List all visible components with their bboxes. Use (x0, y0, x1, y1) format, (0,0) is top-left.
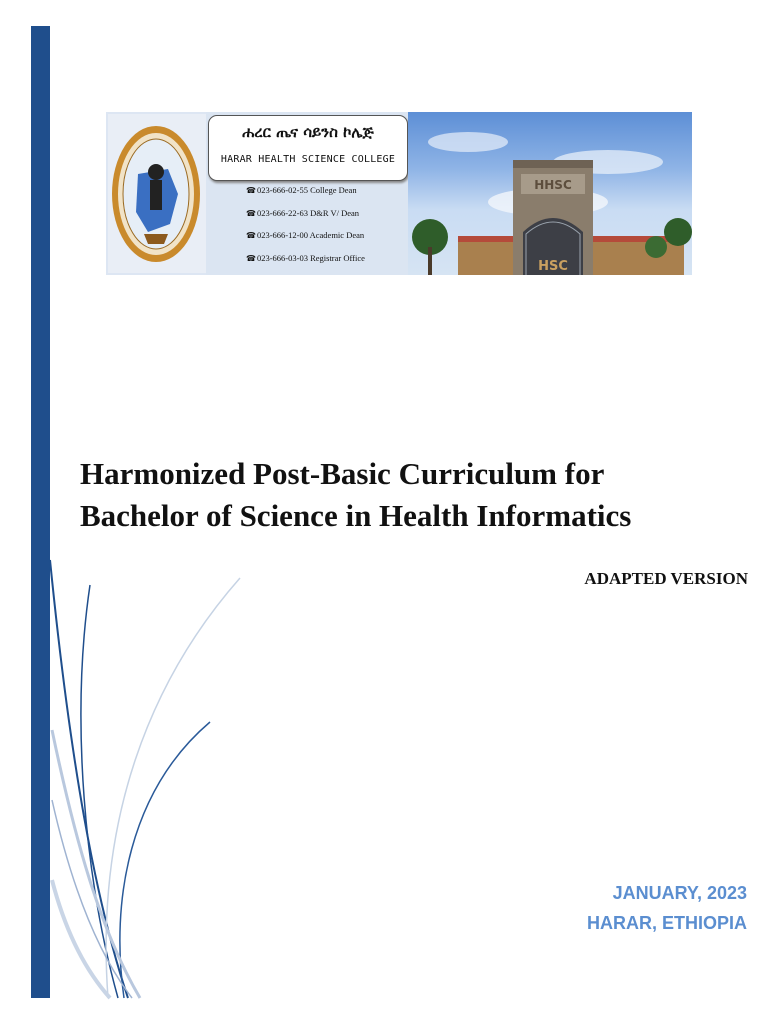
phone-icon: ☎ (246, 253, 256, 263)
left-accent-bar (31, 26, 50, 998)
college-seal-logo (108, 114, 208, 273)
publication-place: HARAR, ETHIOPIA (586, 913, 747, 933)
college-gate-photo (408, 112, 692, 275)
phone-icon: ☎ (246, 186, 256, 195)
contact-item: ☎023-666-12-00 Academic Dean (246, 230, 365, 240)
contact-item: ☎023-666-22-63 D&R V/ Dean (246, 207, 360, 218)
document-title-line-1: Harmonized Post-Basic Curriculum for (80, 456, 605, 491)
svg-text:HSC: HSC (538, 259, 568, 274)
college-name-amharic: ሐረር ጤና ሳይንስ ኮሌጅ (242, 123, 374, 141)
college-banner (106, 112, 692, 275)
document-title-line-2: Bachelor of Science in Health Informatics (80, 498, 632, 533)
version-label: ADAPTED VERSION (584, 569, 748, 588)
banner-name-panel (206, 112, 408, 275)
college-name-english: HARAR HEALTH SCIENCE COLLEGE (220, 154, 396, 165)
college-name-box (208, 115, 408, 181)
svg-text:HHSC: HHSC (534, 178, 572, 192)
phone-icon: ☎ (246, 208, 256, 218)
contact-list (246, 183, 406, 273)
publication-date: JANUARY, 2023 (612, 883, 747, 903)
phone-icon: ☎ (246, 231, 256, 240)
contact-item: ☎023-666-02-55 College Dean (246, 185, 357, 195)
contact-item: ☎023-666-03-03 Registrar Office (246, 252, 365, 263)
